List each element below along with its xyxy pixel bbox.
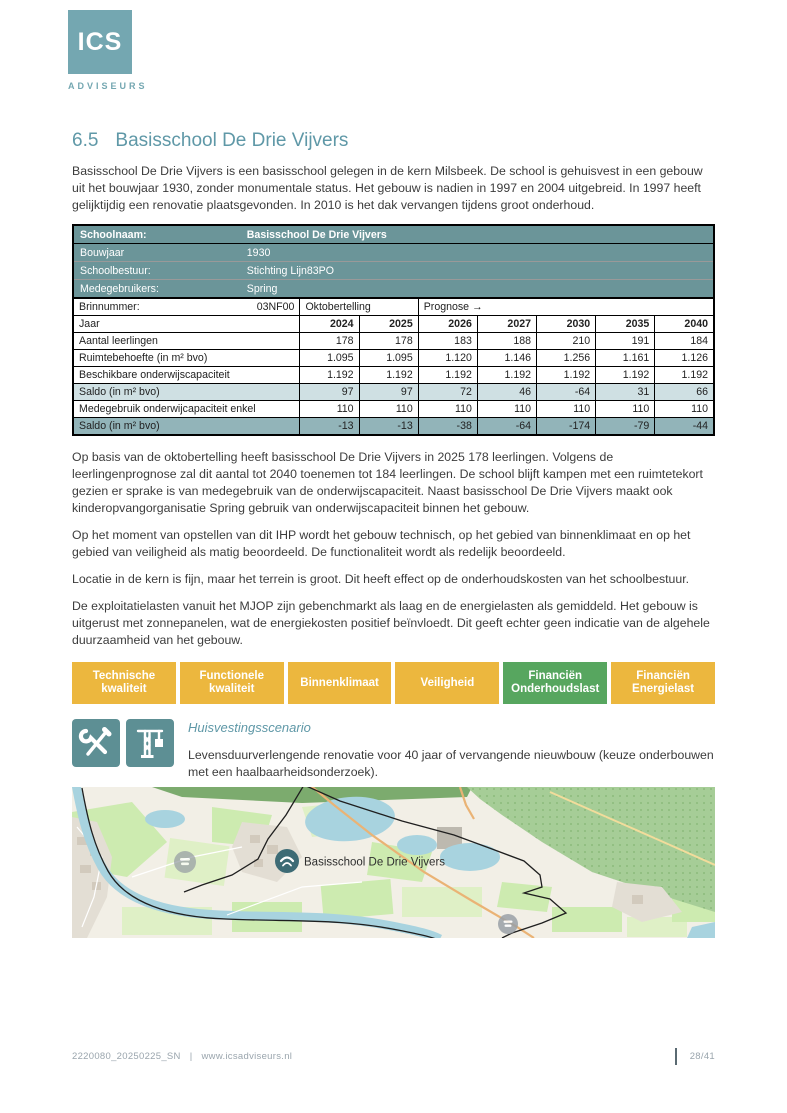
assessment-label: Functionele kwaliteit [180, 662, 284, 704]
value-cell: -38 [418, 418, 477, 436]
value-cell: 1.256 [537, 350, 596, 367]
scenario-title: Huisvestingsscenario [188, 720, 311, 735]
info-row [73, 262, 714, 280]
section-title: Basisschool De Drie Vijvers [115, 130, 349, 151]
value-cell: 110 [655, 401, 714, 418]
body-paragraph-1: Op basis van de oktobertelling heeft basisschool De Drie Vijvers in 2025 178 leerlingen. Volgens de leerlingenprognose zal dit aantal tot 2040 toenemen tot 184 leerlingen. De school blijft kampen met een ruimtetekort gezien er sprake is van medegebruik van de onderwijscapaciteit. Naast basisschool De Drie Vijvers maakt ook kinderopvangorganisatie Spring gebruik van onderwijscapaciteit binnen het gebouw. [72, 450, 703, 515]
info-row-value: Stichting Lijn83PO [246, 264, 334, 277]
school-info-rows [73, 225, 714, 298]
value-cell: 1.192 [537, 367, 596, 384]
info-row-value: Spring [246, 282, 278, 295]
footer-website-link[interactable]: www.icsadviseurs.nl [201, 1051, 293, 1062]
assessment-label: Veiligheid [395, 662, 499, 704]
ics-logo [68, 10, 148, 91]
table-row [73, 350, 714, 367]
school-data-table [72, 224, 715, 436]
footer-separator: | [189, 1051, 193, 1062]
main-content [72, 130, 715, 938]
value-cell: 1.095 [359, 350, 418, 367]
brin-row [73, 298, 714, 316]
year-cell: 2026 [418, 316, 477, 333]
info-row [73, 280, 714, 299]
scenario-section [72, 717, 715, 781]
value-cell: 178 [300, 333, 359, 350]
map-marker-label: Basisschool De Drie Vijvers [304, 856, 446, 869]
crane-icon [126, 719, 174, 767]
value-cell: 110 [477, 401, 536, 418]
value-cell: 188 [477, 333, 536, 350]
info-row [73, 225, 714, 244]
year-header-row: Jaar 2024 2025 2026 2027 2030 2035 2040 [73, 316, 714, 333]
year-cell: 2035 [596, 316, 655, 333]
value-cell: 66 [655, 384, 714, 401]
section-heading [72, 130, 715, 152]
footer-doc-id: 2220080_20250225_SN [72, 1051, 181, 1062]
value-cell: 97 [300, 384, 359, 401]
footer-page-number: 28/41 [689, 1051, 715, 1062]
value-cell: 1.192 [418, 367, 477, 384]
location-map [72, 787, 715, 938]
value-cell: 1.192 [655, 367, 714, 384]
value-cell: 110 [537, 401, 596, 418]
school-numeric-rows [73, 298, 714, 435]
row-label: Beschikbare onderwijscapaciteit [73, 367, 300, 384]
value-cell: 178 [359, 333, 418, 350]
column-group-prognose: Prognose → [418, 298, 714, 316]
brin-value: 03NF00 [256, 301, 295, 313]
row-label: Aantal leerlingen [73, 333, 300, 350]
value-cell: 31 [596, 384, 655, 401]
body-paragraph-3: Locatie in de kern is fijn, maar het terrein is groot. Dit heeft effect op de onderhoudskosten van het schoolbestuur. [72, 572, 690, 586]
year-cell: 2025 [359, 316, 418, 333]
brin-label: Brinnummer: [79, 301, 140, 313]
value-cell: -13 [300, 418, 359, 436]
info-row [73, 244, 714, 262]
value-cell: 183 [418, 333, 477, 350]
year-cell: 2027 [477, 316, 536, 333]
value-cell: 1.126 [655, 350, 714, 367]
column-group-oktobertelling: Oktobertelling [300, 298, 418, 316]
page-footer [72, 1048, 715, 1065]
info-row-label: Medegebruikers: [80, 282, 159, 295]
info-row-value: Basisschool De Drie Vijvers [246, 228, 387, 241]
assessment-label: Financiën Onderhoudslast [503, 662, 607, 704]
year-cell: 2030 [537, 316, 596, 333]
value-cell: 1.161 [596, 350, 655, 367]
body-paragraph-4: De exploitatielasten vanuit het MJOP zijn gebenchmarkt als laag en de energielasten als gemiddeld. Het gebouw is uitgerust met zonnepanelen, wat de energiekosten positief beïnvloedt. Dit geeft echter geen indicatie van de algehele duurzaamheid van het gebouw. [72, 599, 710, 647]
value-cell: 184 [655, 333, 714, 350]
info-row-label: Schoolnaam: [80, 228, 147, 241]
body-paragraph-2: Op het moment van opstellen van dit IHP wordt het gebouw technisch, op het gebied van binnenklimaat en op het gebied van veiligheid als matig beoordeeld. De functionaliteit wordt als redelijk beoordeeld. [72, 528, 691, 559]
info-row-value: 1930 [246, 246, 271, 259]
value-cell: 1.192 [477, 367, 536, 384]
value-cell: 210 [537, 333, 596, 350]
value-cell: 110 [418, 401, 477, 418]
assessment-labels-row [72, 662, 715, 704]
table-row [73, 333, 714, 350]
value-cell: -64 [477, 418, 536, 436]
value-cell: 97 [359, 384, 418, 401]
value-cell: 110 [300, 401, 359, 418]
value-cell: 1.192 [300, 367, 359, 384]
value-cell: 1.095 [300, 350, 359, 367]
info-row-label: Bouwjaar [80, 246, 125, 259]
row-label: Medegebruik onderwijcapaciteit enkel [73, 401, 300, 418]
map-marker-school [275, 849, 299, 873]
value-cell: 110 [359, 401, 418, 418]
assessment-label: Technische kwaliteit [72, 662, 176, 704]
value-cell: 1.120 [418, 350, 477, 367]
row-label: Saldo (in m² bvo) [73, 418, 300, 436]
value-cell: -44 [655, 418, 714, 436]
value-cell: 46 [477, 384, 536, 401]
map-marker-other-school [174, 851, 196, 873]
intro-paragraph: Basisschool De Drie Vijvers is een basisschool gelegen in de kern Milsbeek. De school is gehuisvest in een gebouw uit het bouwjaar 1930, zonder monumentale status. Het gebouw is nadien in 1997 en 2004 uitgebreid. In 1997 heeft gelijktijdig een renovatie plaatsgevonden. In 2010 is het dak vervangen tijdens groot onderhoud. [72, 164, 703, 212]
value-cell: 1.192 [596, 367, 655, 384]
ics-logo-subtext: ADVISEURS [68, 81, 148, 91]
ics-logo-mark: ICS [68, 10, 132, 74]
value-cell: -174 [537, 418, 596, 436]
assessment-label: Financiën Energielast [611, 662, 715, 704]
info-row-label: Schoolbestuur: [80, 264, 151, 277]
value-cell: 1.146 [477, 350, 536, 367]
map-marker-other-school-2 [498, 914, 518, 934]
value-cell: 191 [596, 333, 655, 350]
value-cell: -64 [537, 384, 596, 401]
section-number: 6.5 [72, 130, 99, 151]
table-row [73, 384, 714, 401]
footer-page-bar [675, 1048, 677, 1065]
value-cell: 72 [418, 384, 477, 401]
year-cell: 2024 [300, 316, 359, 333]
value-cell: 1.192 [359, 367, 418, 384]
tools-icon [72, 719, 120, 767]
table-row [73, 418, 714, 436]
year-cell: 2040 [655, 316, 714, 333]
value-cell: -79 [596, 418, 655, 436]
table-row [73, 401, 714, 418]
value-cell: 110 [596, 401, 655, 418]
row-label: Ruimtebehoefte (in m² bvo) [73, 350, 300, 367]
scenario-text: Levensduurverlengende renovatie voor 40 jaar of vervangende nieuwbouw (keuze onderbouwen met een haalbaarheidsonderzoek). [188, 748, 714, 779]
value-cell: -13 [359, 418, 418, 436]
assessment-label: Binnenklimaat [288, 662, 392, 704]
table-row [73, 367, 714, 384]
row-label: Saldo (in m² bvo) [73, 384, 300, 401]
scenario-icons [72, 719, 174, 767]
